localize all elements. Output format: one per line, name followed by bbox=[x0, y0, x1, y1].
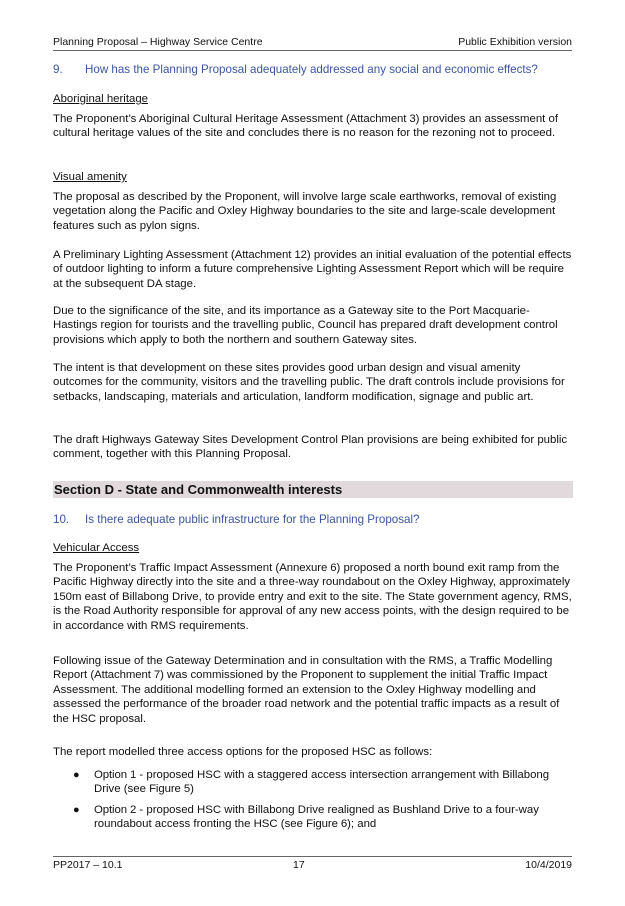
vehicular-paragraph-2 bbox=[53, 654, 572, 726]
bullet-option-1-text bbox=[94, 768, 572, 797]
visual-amenity-heading: Visual amenity bbox=[53, 171, 127, 183]
footer-date: 10/4/2019 bbox=[525, 859, 572, 871]
section-d-heading: Section D - State and Commonwealth interests bbox=[53, 481, 573, 498]
figure-5-ref: Figure 5 bbox=[149, 783, 191, 796]
bullet-icon: ● bbox=[73, 804, 80, 816]
visual-paragraph-4: The intent is that development on these sites provides good urban design and visual amenity outcomes for the community, visitors and the travelling public. The draft controls include provisions for setbacks, landscaping, materials and articulation, landform modification, signage and public art. bbox=[53, 362, 565, 403]
modelling-text-b: ) was commissioned by the Proponent to supplement the initial Traffic Impact Assessment. The additional modelling formed an extension to the Oxley Highway modelling and assessed the performance of the broader road network and the potential traffic impacts as a result of the HSC proposal. bbox=[53, 669, 560, 725]
lighting-text-a: A Preliminary Lighting Assessment ( bbox=[53, 249, 235, 261]
question-10 bbox=[53, 513, 572, 527]
attachment-12-ref: Attachment 12 bbox=[234, 249, 307, 261]
vehicular-paragraph-3: The report modelled three access options for the proposed HSC as follows: bbox=[53, 746, 433, 758]
aboriginal-heritage-paragraph bbox=[53, 112, 572, 141]
visual-paragraph-1: The proposal as described by the Proponent, will involve large scale earthworks, removal of existing vegetation along the Pacific and Oxley Highway boundaries to the site and large-scale development features such as pylon signs. bbox=[53, 191, 557, 232]
vehicular-access-heading: Vehicular Access bbox=[53, 542, 140, 554]
aboriginal-text-b: provides an assessment of cultural heritage values of the site and concludes there is no reason for the rezoning not to proceed. bbox=[53, 113, 559, 140]
option-1-label: Option 1 bbox=[94, 769, 137, 781]
page-footer bbox=[53, 856, 572, 873]
option-2-text-a: - proposed HSC with Billabong Drive realigned as Bushland Drive to a four-way roundabout access fronting the HSC (see bbox=[94, 804, 539, 831]
question-10-text: Is there adequate public infrastructure for the Planning Proposal? bbox=[85, 513, 420, 526]
question-9 bbox=[53, 63, 572, 77]
visual-paragraph-3: Due to the significance of the site, and its importance as a Gateway site to the Port Macquarie-Hastings region for tourists and the travelling public, Council has prepared draft development control provisions which apply to both the northern and southern Gateway sites. bbox=[53, 305, 558, 346]
header-version: Public Exhibition version bbox=[458, 36, 572, 48]
attachment-7-ref: Attachment 7 bbox=[94, 669, 161, 682]
footer-doc-id: PP2017 – 10.1 bbox=[53, 859, 123, 871]
lighting-text-b: ) provides an initial evaluation of the potential effects of outdoor lighting to inform a future comprehensive Lighting Assessment Report which will be require at the subsequent DA stage. bbox=[53, 249, 572, 290]
option-1-text-a: - proposed HSC with a staggered access intersection arrangement with Billabong Drive (see bbox=[94, 769, 550, 796]
footer-page-number: 17 bbox=[293, 859, 305, 871]
traffic-text-b: ) proposed a north bound exit ramp from the Pacific Highway directly into the site and a three-way roundabout on the Oxley Highway, approximately 150m east of Billabong Drive, to provide entry and exit to the site. The State government agency, RMS, is the Road Authority responsible for approval of any new access points, with the design required to be in accordance with RMS requirements. bbox=[53, 562, 572, 632]
option-2-text-b: ); and bbox=[347, 818, 377, 831]
question-10-number: 10. bbox=[53, 513, 70, 526]
visual-paragraph-5: The draft Highways Gateway Sites Development Control Plan provisions are being exhibited for public comment, together with this Planning Proposal. bbox=[53, 434, 568, 461]
aboriginal-text-a: The Proponent’s Aboriginal Cultural Heritage Assessment ( bbox=[53, 113, 350, 125]
question-9-number: 9. bbox=[53, 63, 63, 76]
traffic-text-a: The Proponent’s Traffic Impact Assessment ( bbox=[53, 562, 280, 574]
figure-6-ref: Figure 6 bbox=[306, 818, 348, 831]
page-header bbox=[53, 36, 572, 51]
bullet-icon: ● bbox=[73, 769, 80, 781]
header-title: Planning Proposal – Highway Service Centre bbox=[53, 36, 263, 48]
question-9-text: How has the Planning Proposal adequately addressed any social and economic effects? bbox=[85, 63, 538, 76]
aboriginal-heritage-heading: Aboriginal heritage bbox=[53, 93, 148, 105]
visual-paragraph-2 bbox=[53, 248, 572, 291]
annexure-6-ref: Annexure 6 bbox=[279, 562, 337, 574]
option-1-text-b: ) bbox=[190, 783, 194, 796]
bullet-option-2-text bbox=[94, 803, 572, 832]
vehicular-paragraph-1 bbox=[53, 561, 572, 633]
option-2-label: Option 2 bbox=[94, 804, 137, 816]
attachment-3-ref: Attachment 3) bbox=[349, 113, 420, 125]
modelling-text-a: Following issue of the Gateway Determination and in consultation with the RMS, a Traffic Modelling Report ( bbox=[53, 655, 553, 682]
